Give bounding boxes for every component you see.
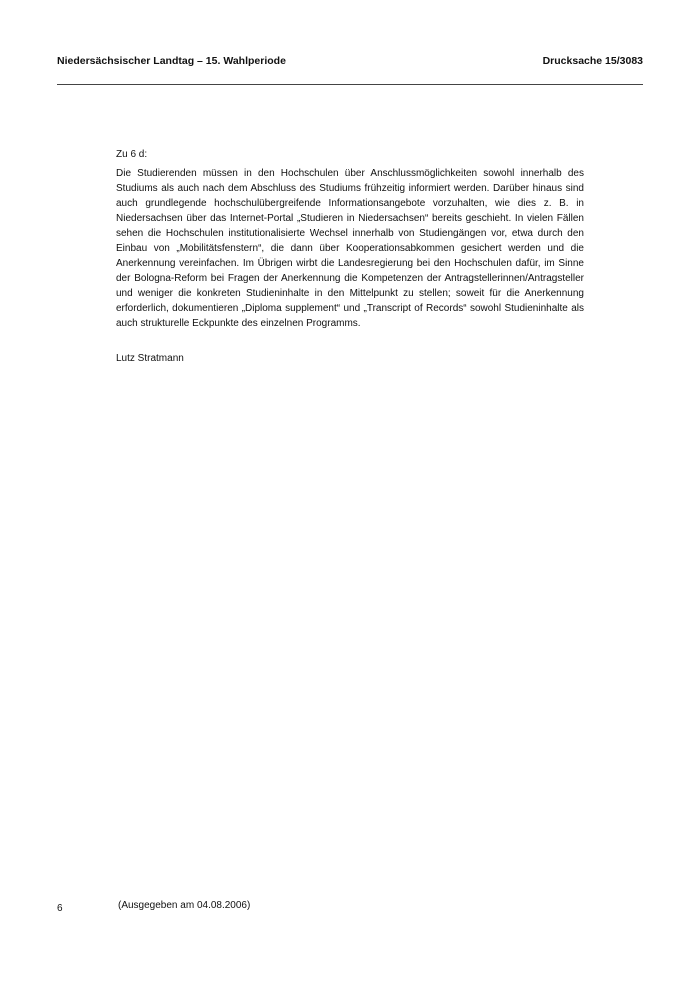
- issue-date: (Ausgegeben am 04.08.2006): [118, 900, 251, 911]
- page-number: 6: [57, 903, 63, 914]
- header-divider: [57, 84, 643, 85]
- header-title: Niedersächsischer Landtag – 15. Wahlperiode: [57, 55, 286, 67]
- signature: Lutz Stratmann: [116, 353, 184, 364]
- body-paragraph: Die Studierenden müssen in den Hochschulen über Anschlussmöglichkeiten sowohl innerhalb des Studiums als auch nach dem Abschluss des Studiums frühzeitig informiert werden. Darüber hinaus sind auch grundlegende hochschulübergreifende Informationsangebote vorzuhalten, wie dies z. B. in Niedersachsen über das Internet-Portal „Studieren in Niedersachsen“ bereits geschieht. In vielen Fällen sehen die Hochschulen institutionalisierte Wechsel innerhalb von Studiengängen vor, etwa durch den Einbau von „Mobilitätsfenstern“, die dann über Kooperationsabkommen gesichert werden und die Anerkennung vereinfachen. Im Übrigen wirbt die Landesregierung bei den Hochschulen dafür, im Sinne der Bologna-Reform bei Fragen der Anerkennung die Kompetenzen der Antragstellerinnen/Antragsteller und weniger die konkreten Studieninhalte in den Mittelpunkt zu stellen; soweit für die Anerkennung erforderlich, dokumentieren „Diploma supplement“ und „Transcript of Records“ sowohl Studieninhalte als auch strukturelle Eckpunkte des einzelnen Programms.: [116, 168, 584, 329]
- document-body: [116, 147, 584, 366]
- page-header: [57, 55, 643, 73]
- section-heading: Zu 6 d:: [116, 149, 148, 160]
- document-number: Drucksache 15/3083: [542, 55, 643, 67]
